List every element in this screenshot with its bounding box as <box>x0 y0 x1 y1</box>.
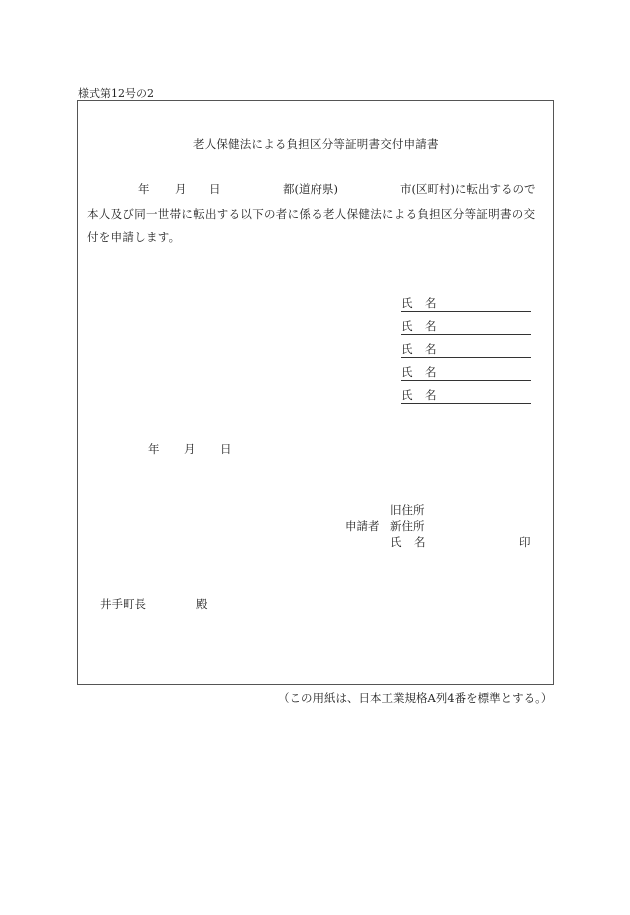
name-label: 氏 名 <box>401 365 437 379</box>
addressee-office: 井手町長 <box>100 597 146 611</box>
addressee-honorific: 殿 <box>196 597 208 611</box>
intro-prefecture-label: 都(道府県) <box>283 182 338 196</box>
application-day-label: 日 <box>220 442 232 456</box>
intro-line-2: 本人及び同一世帯に転出する以下の者に係る老人保健法による負担区分等証明書の交 <box>87 207 536 221</box>
household-member-name-field[interactable] <box>401 389 531 404</box>
form-number: 様式第12号の2 <box>78 87 154 100</box>
name-label: 氏 名 <box>401 319 437 333</box>
name-label: 氏 名 <box>401 342 437 356</box>
application-month-label: 月 <box>184 442 196 456</box>
applicant-name-label-first: 氏 <box>390 535 402 549</box>
applicant-name-label-second: 名 <box>414 535 426 549</box>
intro-line-3: 付を申請します。 <box>87 230 181 244</box>
household-member-name-field[interactable] <box>401 320 531 335</box>
household-member-name-field[interactable] <box>401 297 531 312</box>
name-label: 氏 名 <box>401 296 437 310</box>
footer-note: （この用紙は、日本工業規格A列4番を標準とする。） <box>278 691 553 705</box>
seal-mark: 印 <box>519 535 531 549</box>
new-address-label: 新住所 <box>390 519 425 533</box>
name-label: 氏 名 <box>401 388 437 402</box>
intro-day-label: 日 <box>209 182 221 196</box>
form-title: 老人保健法による負担区分等証明書交付申請書 <box>193 137 439 151</box>
application-year-label: 年 <box>148 442 160 456</box>
intro-year-label: 年 <box>138 182 150 196</box>
applicant-label: 申請者 <box>345 519 380 533</box>
intro-city-label: 市(区町村)に転出するので <box>400 182 536 196</box>
intro-month-label: 月 <box>175 182 187 196</box>
old-address-label: 旧住所 <box>390 503 425 517</box>
household-member-name-field[interactable] <box>401 343 531 358</box>
household-member-name-field[interactable] <box>401 366 531 381</box>
